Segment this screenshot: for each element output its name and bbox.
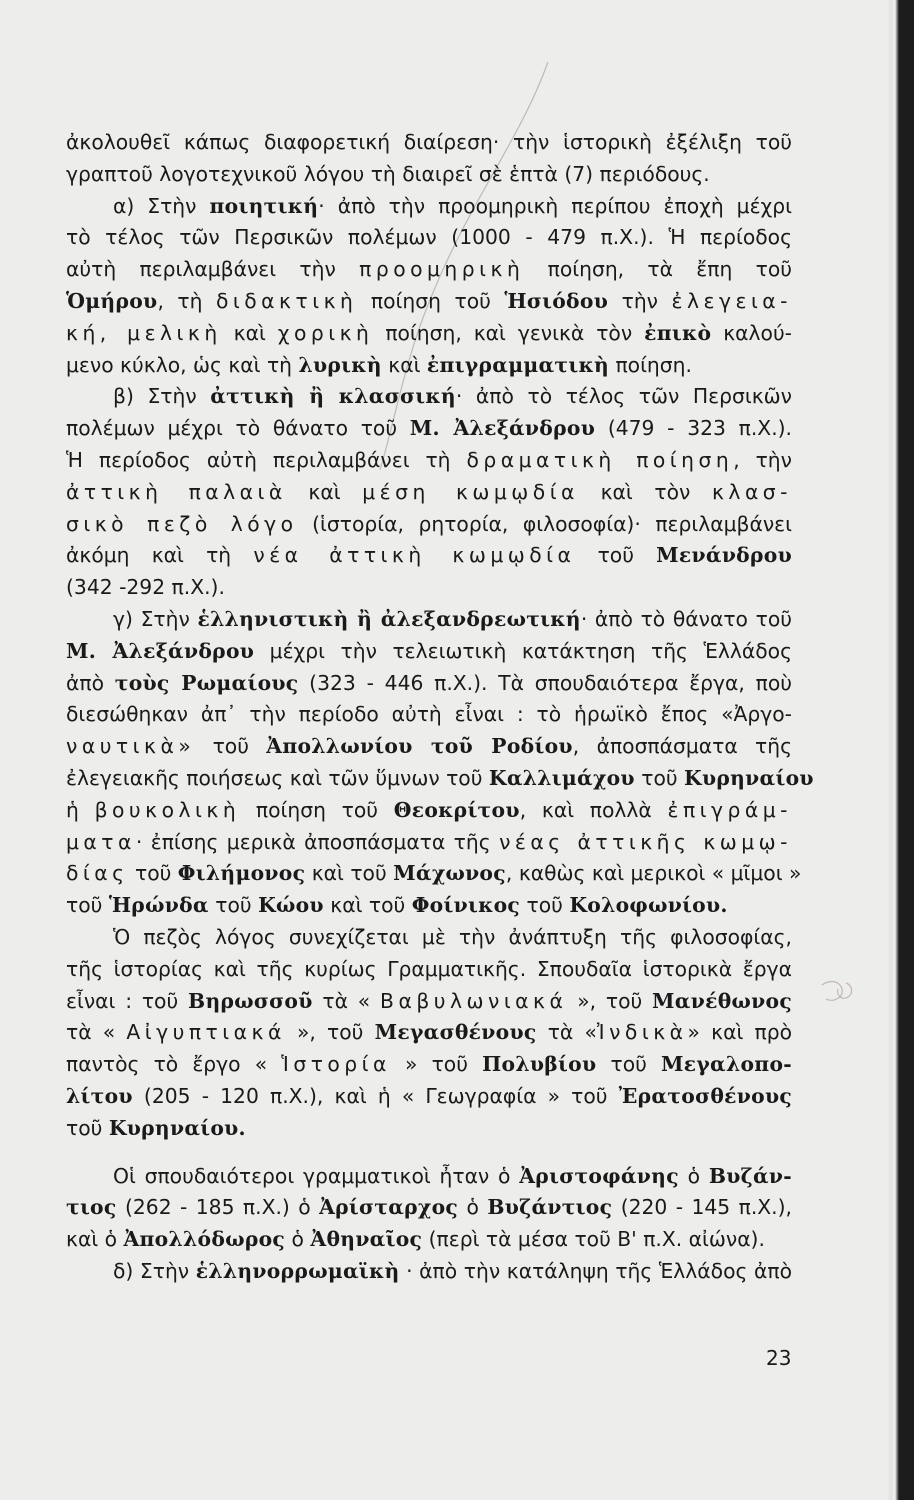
- text-line: Ὁμήρου, τὴ διδακτικὴ ποίηση τοῦ Ἡσιόδου τὴν ἐλεγεια-: [66, 288, 792, 313]
- text-line: διεσώθηκαν ἀπ᾽ τὴν περίοδο αὐτὴ εἶναι : τὸ ἡρωϊκὸ ἔπος «Ἀργο-: [66, 702, 792, 727]
- text-line: δίας τοῦ Φιλήμονος καὶ τοῦ Μάχωνος, καθὼς καὶ μερικοὶ « μῖμοι »: [66, 861, 802, 886]
- body-text: [66, 127, 814, 1288]
- text-line: κή, μελικὴ καὶ χορικὴ ποίηση, καὶ γενικὰ τὸν ἐπικὸ καλού-: [66, 320, 792, 345]
- text-line: ἀττικὴ παλαιὰ καὶ μέση κωμῳδία καὶ τὸν κλασ-: [66, 479, 792, 504]
- text-line: τοῦ Κυρηναίου.: [66, 1115, 246, 1140]
- text-line: μενο κύκλο, ὡς καὶ τὴ λυρικὴ καὶ ἐπιγραμματικὴ ποίηση.: [66, 352, 692, 377]
- text-line: ἐλεγειακῆς ποιήσεως καὶ τῶν ὕμνων τοῦ Καλλιμάχου τοῦ Κυρηναίου: [66, 765, 814, 790]
- text-line: πολέμων μέχρι τὸ θάνατο τοῦ Μ. Ἀλεξάνδρου (479 - 323 π.Χ.).: [66, 416, 793, 441]
- text-line: τῆς ἱστορίας καὶ τῆς κυρίως Γραμματικῆς. Σπουδαῖα ἱστορικὰ ἔργα: [66, 956, 792, 981]
- section-delta-heading: δ) Στὴν ἑλληνορρωμαϊκὴ · ἀπὸ τὴν κατάληψη τῆς Ἑλλάδος ἀπὸ: [113, 1258, 792, 1283]
- text-line: Ὁ πεζὸς λόγος συνεχίζεται μὲ τὴν ἀνάπτυξη τῆς φιλοσοφίας,: [113, 924, 792, 949]
- text-line: γραπτοῦ λογοτεχνικοῦ λόγου τὴ διαιρεῖ σὲ ἑπτὰ (7) περιόδους.: [66, 161, 710, 186]
- text-line: τοῦ Ἡρώνδα τοῦ Κώου καὶ τοῦ Φοίνικος τοῦ Κολοφωνίου.: [66, 893, 728, 918]
- text-line: ἀκολουθεῖ κάπως διαφορετική διαίρεση· τὴν ἱστορικὴ ἐξέλιξη τοῦ: [66, 130, 792, 154]
- page-number: 23: [766, 1346, 792, 1370]
- section-alpha-heading: α) Στὴν ποιητική· ἀπὸ τὴν προομηρικὴ περίπου ἐποχὴ μέχρι: [113, 193, 792, 218]
- text-line: αὐτὴ περιλαμβάνει τὴν προομηρικὴ ποίηση, τὰ ἔπη τοῦ: [66, 257, 792, 282]
- section-gamma-heading: γ) Στὴν ἑλληνιστικὴ ἢ ἀλεξανδρεωτική· ἀπὸ τὸ θάνατο τοῦ: [113, 606, 792, 631]
- text-line: ἀπὸ τοὺς Ρωμαίους (323 - 446 π.Χ.). Τὰ σπουδαιότερα ἔργα, ποὺ: [66, 670, 792, 695]
- text-line: καὶ ὁ Ἀπολλόδωρος ὁ Ἀθηναῖος (περὶ τὰ μέσα τοῦ Β' π.Χ. αἰώνα).: [66, 1227, 765, 1252]
- paragraph-gap: [66, 1145, 792, 1161]
- text-line: Μ. Ἀλεξάνδρου μέχρι τὴν τελειωτικὴ κατάκτηση τῆς Ἑλλάδος: [66, 638, 792, 663]
- text-line: σικὸ πεζὸ λόγο (ἱστορία, ρητορία, φιλοσοφία)· περιλαμβάνει: [66, 511, 792, 536]
- text-line: ἀκόμη καὶ τὴ νέα ἀττικὴ κωμῳδία τοῦ Μενάνδρου: [66, 543, 793, 568]
- text-line: τὰ « Αἰγυπτιακά », τοῦ Μεγασθένους τὰ «Ἰνδικὰ» καὶ πρὸ: [66, 1020, 792, 1045]
- section-beta-heading: β) Στὴν ἀττικὴ ἢ κλασσική· ἀπὸ τὸ τέλος τῶν Περσικῶν: [113, 384, 792, 409]
- text-line: Ἡ περίοδος αὐτὴ περιλαμβάνει τὴ δραματικὴ ποίηση, τὴν: [66, 447, 792, 472]
- text-line: τιος (262 - 185 π.Χ.) ὁ Ἀρίσταρχος ὁ Βυζάντιος (220 - 145 π.Χ.),: [66, 1195, 792, 1220]
- text-line: ναυτικὰ» τοῦ Ἀπολλωνίου τοῦ Ροδίου, ἀποσπάσματα τῆς: [66, 734, 793, 759]
- text-line: λίτου (205 - 120 π.Χ.), καὶ ἡ « Γεωγραφία » τοῦ Ἐρατοσθένους: [66, 1083, 792, 1108]
- book-spine-edge: [887, 0, 914, 1500]
- text-line: εἶναι : τοῦ Βηρωσσοῦ τὰ « Βαβυλωνιακά », τοῦ Μανέθωνος: [66, 988, 792, 1013]
- text-line: τὸ τέλος τῶν Περσικῶν πολέμων (1000 - 479 π.Χ.). Ἡ περίοδος: [66, 225, 792, 250]
- text-line: ματα· ἐπίσης μερικὰ ἀποσπάσματα τῆς νέας ἀττικῆς κωμῳ-: [66, 829, 792, 854]
- text-line: Οἱ σπουδαιότεροι γραμματικοὶ ἦταν ὁ Ἀριστοφάνης ὁ Βυζάν-: [113, 1163, 792, 1188]
- text-line: (342 -292 π.Χ.).: [66, 575, 225, 600]
- text-line: παντὸς τὸ ἔργο « Ἱστορία » τοῦ Πολυβίου τοῦ Μεγαλοπο-: [66, 1052, 792, 1077]
- text-line: ἡ βουκολικὴ ποίηση τοῦ Θεοκρίτου, καὶ πολλὰ ἐπιγράμ-: [66, 797, 792, 822]
